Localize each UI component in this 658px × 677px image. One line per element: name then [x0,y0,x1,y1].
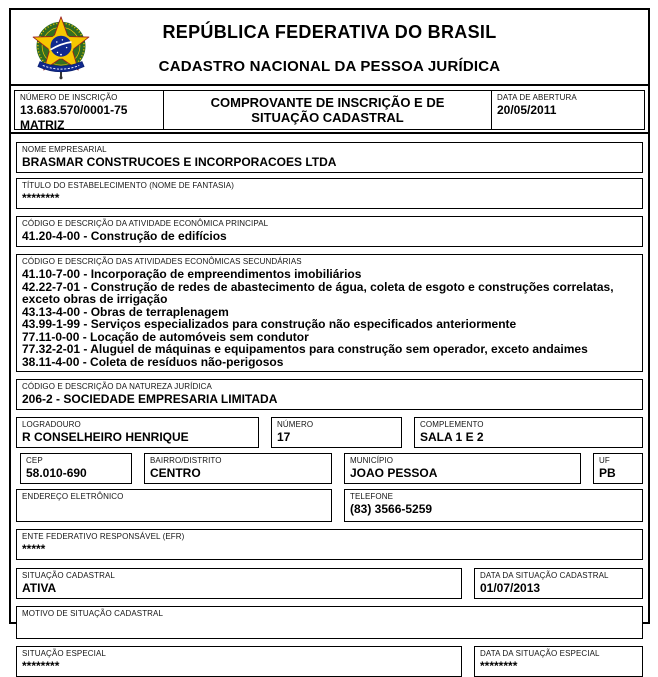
opening-date-value: 20/05/2011 [497,103,557,117]
special-status-row [16,646,643,677]
main-activity-row [16,216,643,247]
country-title: REPÚBLICA FEDERATIVA DO BRASIL [162,22,497,42]
street-label: LOGRADOURO [22,420,81,429]
cep-box [20,453,132,484]
trade-name-box [16,178,643,209]
registration-status-date-label: DATA DA SITUAÇÃO CADASTRAL [480,571,609,580]
secondary-activities-label: CÓDIGO E DESCRIÇÃO DAS ATIVIDADES ECONÔMICAS SECUNDÁRIAS [22,257,302,266]
inscription-unit-type: MATRIZ [20,118,65,132]
complement-box [414,417,643,448]
number-box [271,417,402,448]
inscription-number-value: 13.683.570/0001-75 [20,103,128,117]
status-reason-row [16,606,643,639]
location-row [20,453,643,484]
street-value: R CONSELHEIRO HENRIQUE [22,430,189,444]
city-label: MUNICÍPIO [350,456,394,465]
secondary-activity-item: 77.32-2-01 - Aluguel de máquinas e equipamentos para construção sem operador, exceto andaimes [22,342,588,356]
legal-nature-row [16,379,643,410]
special-status-date-box [474,646,643,677]
cnpj-certificate-page [9,8,650,673]
company-name-row [16,142,643,173]
efr-value: ***** [22,542,46,556]
main-activity-box [16,216,643,247]
complement-value: SALA 1 E 2 [420,430,484,444]
company-name-box [16,142,643,173]
opening-date-label: DATA DE ABERTURA [497,93,577,102]
header [11,10,648,86]
city-box [344,453,581,484]
top-info-row [14,90,645,130]
complement-label: COMPLEMENTO [420,420,484,429]
special-status-label: SITUAÇÃO ESPECIAL [22,649,106,658]
phone-value: (83) 3566-5259 [350,502,433,516]
district-box [144,453,332,484]
inscription-number-box [14,90,164,130]
street-box [16,417,259,448]
registry-title: CADASTRO NACIONAL DA PESSOA JURÍDICA [158,58,501,75]
address-row [16,417,643,448]
secondary-activity-item: 42.22-7-01 - Construção de redes de abastecimento de água, coleta de esgoto e construções correlatas, exceto obras de irrigação [22,279,614,306]
trade-name-label: TÍTULO DO ESTABELECIMENTO (NOME DE FANTASIA) [22,181,234,190]
registration-status-date-value: 01/07/2013 [480,581,541,595]
status-reason-label: MOTIVO DE SITUAÇÃO CADASTRAL [22,609,164,618]
email-box [16,489,332,522]
secondary-activities-list [22,268,637,368]
phone-box [344,489,643,522]
secondary-activity-item: 43.13-4-00 - Obras de terraplenagem [22,304,229,319]
cep-label: CEP [26,456,43,465]
company-name-value: BRASMAR CONSTRUCOES E INCORPORACOES LTDA [22,155,337,169]
cep-value: 58.010-690 [26,466,87,480]
opening-date-box [491,90,645,130]
form-body [11,142,648,677]
brazil-coat-of-arms-icon [26,13,96,85]
special-status-box [16,646,462,677]
special-status-date-label: DATA DA SITUAÇÃO ESPECIAL [480,649,600,658]
secondary-activity-item: 38.11-4-00 - Coleta de resíduos não-perigosos [22,354,284,369]
inscription-number-label: NÚMERO DE INSCRIÇÃO [20,93,118,102]
legal-nature-label: CÓDIGO E DESCRIÇÃO DA NATUREZA JURÍDICA [22,382,212,391]
legal-nature-box [16,379,643,410]
secondary-activities-box [16,254,643,372]
header-divider [11,132,648,134]
email-label: ENDEREÇO ELETRÔNICO [22,492,124,501]
special-status-date-value: ******** [480,659,518,673]
special-status-value: ******** [22,659,60,673]
trade-name-value: ******** [22,191,60,205]
document-title: COMPROVANTE DE INSCRIÇÃO E DE SITUAÇÃO CADASTRAL [210,95,445,125]
secondary-activity-item: 77.11-0-00 - Locação de automóveis sem condutor [22,329,309,344]
document-title-box [163,90,492,130]
legal-nature-value: 206-2 - SOCIEDADE EMPRESARIA LIMITADA [22,392,278,406]
efr-box [16,529,643,560]
efr-row [16,529,643,560]
phone-label: TELEFONE [350,492,394,501]
status-reason-box [16,606,643,639]
registration-status-box [16,568,462,599]
number-value: 17 [277,430,291,444]
header-titles [11,10,648,75]
efr-label: ENTE FEDERATIVO RESPONSÁVEL (EFR) [22,532,185,541]
city-value: JOAO PESSOA [350,466,438,480]
contact-row [16,489,643,522]
district-label: BAIRRO/DISTRITO [150,456,222,465]
trade-name-row [16,178,643,209]
main-activity-label: CÓDIGO E DESCRIÇÃO DA ATIVIDADE ECONÔMICA PRINCIPAL [22,219,269,228]
state-box [593,453,643,484]
registration-status-label: SITUAÇÃO CADASTRAL [22,571,115,580]
secondary-activity-item: 41.10-7-00 - Incorporação de empreendimentos imobiliários [22,267,362,281]
main-activity-value: 41.20-4-00 - Construção de edifícios [22,229,227,243]
registration-status-date-box [474,568,643,599]
registration-status-row [16,568,643,599]
registration-status-value: ATIVA [22,581,57,595]
number-label: NÚMERO [277,420,314,429]
state-label: UF [599,456,610,465]
company-name-label: NOME EMPRESARIAL [22,145,107,154]
secondary-activities-row [16,254,643,372]
secondary-activity-item: 43.99-1-99 - Serviços especializados para construção não especificados anteriormente [22,317,517,331]
state-value: PB [599,466,616,480]
district-value: CENTRO [150,466,201,480]
